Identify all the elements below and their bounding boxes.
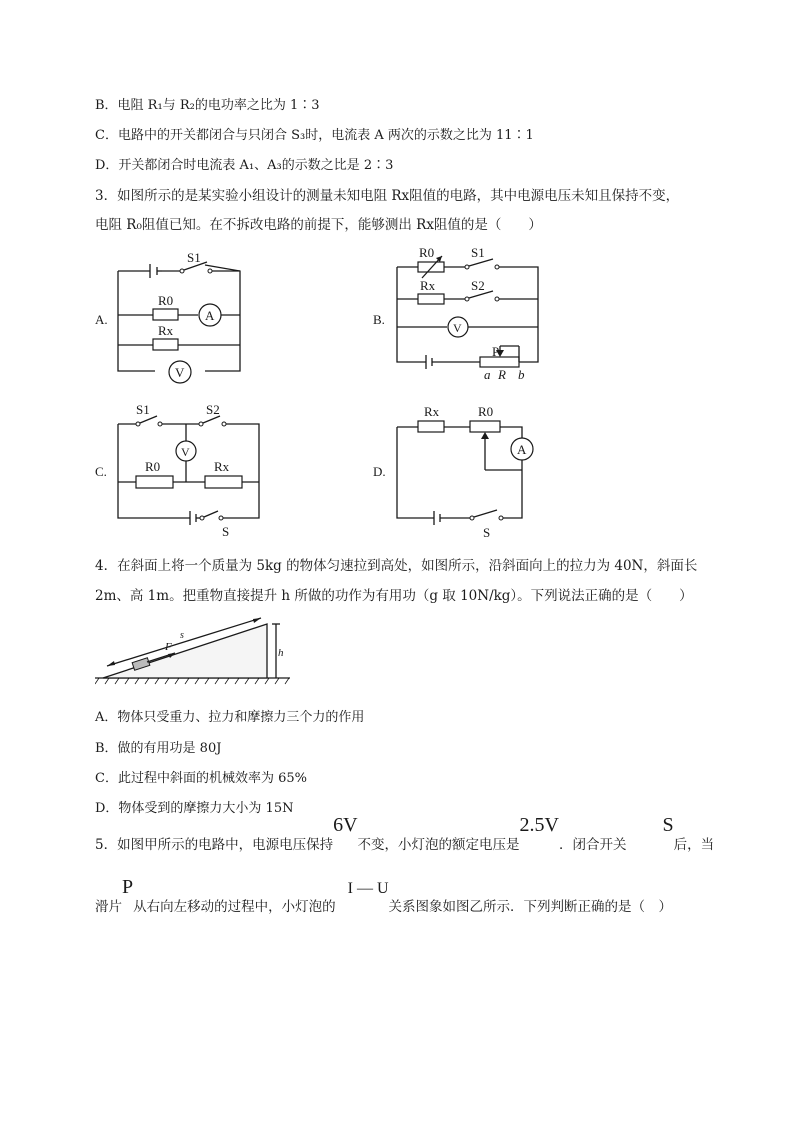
circuit-b-label: B. [373, 312, 385, 327]
switch-d-s [474, 510, 497, 517]
q2-option-d: D．开关都闭合时电流表 A₁、A₃的示数之比是 2∶3 [95, 158, 394, 173]
circuit-c-label: C. [95, 464, 107, 479]
label-b-r0: R0 [419, 245, 435, 260]
q5-text-6: 从右向左移动的过程中，小灯泡的 [133, 899, 336, 915]
label-d-ammeter: A [517, 442, 527, 457]
label-b-a: a [484, 367, 491, 382]
resistor-c-rx [205, 476, 242, 488]
q2-option-c: C．电路中的开关都闭合与只闭合 S₃时，电流表 A 两次的示数之比为 11∶1 [95, 128, 534, 143]
q5-text-7: 关系图象如图乙所示．下列判断正确的是（ ） [388, 899, 673, 915]
q5-stem-line2 [95, 876, 673, 920]
switch-b-s1 [469, 259, 493, 266]
switch-c-s [204, 511, 218, 517]
circuit-b [373, 245, 538, 382]
rheostat-b [480, 357, 519, 367]
label-b-b: b [518, 367, 525, 382]
label-d-r0: R0 [478, 404, 494, 419]
resistor-b-rx [418, 294, 444, 304]
label-a-ammeter: A [205, 308, 215, 323]
label-a-rx: Rx [158, 323, 174, 338]
q5-text-3: ．闭合开关 [559, 837, 627, 853]
q3-circuit-diagrams [0, 0, 800, 540]
label-a-voltmeter: V [175, 365, 185, 380]
resistor-c-r0 [136, 476, 173, 488]
label-b-s1: S1 [471, 245, 485, 260]
circuit-d-label: D. [373, 464, 386, 479]
resistor-b-r0 [418, 262, 444, 272]
resistor-d-rx [418, 421, 444, 432]
switch-c-s1 [140, 416, 157, 423]
label-incline-s: s [180, 630, 184, 641]
q4-option-b: B．做的有用功是 80J [95, 741, 222, 756]
label-c-s1: S1 [136, 402, 150, 417]
label-b-rx: Rx [420, 278, 436, 293]
q5-value-s: S [662, 814, 674, 836]
label-a-s1: S1 [187, 250, 201, 265]
circuit-a [95, 250, 240, 383]
label-c-voltmeter: V [181, 445, 190, 459]
q3-stem-line2: 电阻 R₀阻值已知。在不拆改电路的前提下，能够测出 Rx阻值的是（ ） [95, 217, 542, 233]
label-a-r0: R0 [158, 293, 174, 308]
label-c-r0: R0 [145, 459, 161, 474]
q4-stem-line1: 4．在斜面上将一个质量为 5kg 的物体匀速拉到高处，如图所示，沿斜面向上的拉力为 40N，斜面长 [95, 558, 698, 574]
incline-figure [95, 612, 290, 690]
q4-option-a: A．物体只受重力、拉力和摩擦力三个力的作用 [95, 710, 365, 725]
circuit-c [95, 402, 259, 539]
label-d-s: S [483, 525, 491, 540]
q4-option-c: C．此过程中斜面的机械效率为 65% [95, 771, 307, 786]
q5-value-p: P [122, 876, 134, 898]
q5-value-2-5v: 2.5V [519, 814, 559, 836]
label-b-p: P [492, 344, 500, 359]
q5-text-1: 5．如图甲所示的电路中，电源电压保持 [95, 837, 334, 853]
label-b-r: R [498, 367, 506, 382]
q5-stem-line1 [95, 814, 715, 858]
q3-stem-line1: 3．如图所示的是某实验小组设计的测量未知电阻 Rx阻值的电路，其中电源电压未知且保持不变， [95, 188, 680, 204]
circuit-a-label: A. [95, 312, 108, 327]
q2-option-b: B．电阻 R₁与 R₂的电功率之比为 1∶3 [95, 98, 320, 113]
q5-text-4: 后，当 [673, 837, 715, 853]
switch-c-s2 [203, 416, 220, 423]
q5-text-5: 滑片 [95, 899, 122, 915]
q4-stem-line2: 2m、高 1m。把重物直接提升 h 所做的功作为有用功（g 取 10N/kg）。下列说法正确的是（ ） [95, 588, 693, 604]
resistor-d-r0 [470, 421, 500, 432]
resistor-a-r0 [153, 309, 178, 320]
q5-text-2: 不变，小灯泡的额定电压是 [357, 837, 520, 853]
label-c-rx: Rx [214, 459, 230, 474]
label-c-s2: S2 [206, 402, 220, 417]
label-incline-h: h [278, 647, 284, 659]
q5-value-iu: I — U [347, 880, 389, 897]
incline-body [103, 624, 267, 678]
q5-value-6v: 6V [333, 814, 358, 836]
label-c-s: S [222, 524, 230, 539]
label-b-s2: S2 [471, 278, 485, 293]
q4-option-d: D．物体受到的摩擦力大小为 15N [95, 801, 294, 816]
label-b-voltmeter: V [453, 321, 462, 335]
label-d-rx: Rx [424, 404, 440, 419]
circuit-d [373, 404, 533, 540]
label-incline-f: F [165, 641, 172, 653]
resistor-a-rx [153, 339, 178, 350]
